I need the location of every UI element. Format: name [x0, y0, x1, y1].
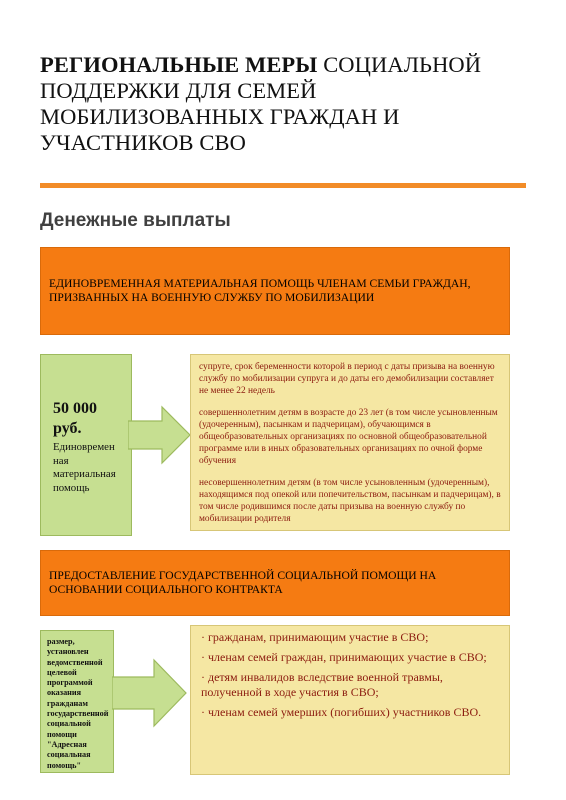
list-item: · членам семей граждан, принимающих участие в СВО; — [201, 650, 487, 664]
page-title — [40, 52, 520, 156]
social-contract-amount-box — [40, 630, 114, 773]
lump-sum-recipients-box — [190, 354, 510, 531]
list-item: · членам семей умерших (погибших) участников СВО. — [201, 705, 482, 719]
list-item: · детям инвалидов вследствие военной травмы, полученной в ходе участия в СВО; — [201, 670, 443, 699]
lump-sum-amount-value: 50 000 — [53, 400, 97, 417]
lump-sum-banner-text: ЕДИНОВРЕМЕННАЯ МАТЕРИАЛЬНАЯ ПОМОЩЬ ЧЛЕНАМ СЕМЬИ ГРАЖДАН, ПРИЗВАННЫХ НА ВОЕННУЮ СЛУЖБУ ПО МОБИЛИЗАЦИИ — [49, 276, 471, 304]
social-contract-recipients-box — [190, 625, 510, 775]
lump-sum-amount-box — [40, 354, 132, 536]
list-item: · гражданам, принимающим участие в СВО; — [201, 630, 429, 644]
accent-divider — [40, 183, 526, 188]
page-title-bold: РЕГИОНАЛЬНЫЕ МЕРЫ — [40, 52, 318, 77]
social-contract-amount-caption: размер, установлен ведомственной целевой программой оказания гражданам государственной социальной помощи "Адресная социальная помощь" — [47, 637, 109, 770]
page-title-rest: СОЦИАЛЬНОЙ ПОДДЕРЖКИ ДЛЯ СЕМЕЙ МОБИЛИЗОВАННЫХ ГРАЖДАН И УЧАСТНИКОВ СВО — [40, 52, 482, 155]
list-item: супруге, срок беременности которой в период с даты призыва на военную службу по мобилизации супруга и до даты его демобилизации составляет не менее 22 недель — [199, 362, 495, 397]
list-item: совершеннолетним детям в возрасте до 23 лет (в том числе усыновленным (удочеренным), пасынкам и падчерицам), обучающимся в общеобразовательных организациях по основной общеобразовательной программе или в иных образовательных организациях по очной форме обучения — [199, 407, 498, 467]
lump-sum-amount-caption: Единовремен ная материальная помощь — [53, 441, 116, 494]
social-contract-banner — [40, 550, 510, 616]
arrow-right-icon — [112, 658, 188, 728]
social-contract-banner-text: ПРЕДОСТАВЛЕНИЕ ГОСУДАРСТВЕННОЙ СОЦИАЛЬНОЙ ПОМОЩИ НА ОСНОВАНИИ СОЦИАЛЬНОГО КОНТРАКТА — [49, 568, 437, 596]
arrow-right-icon — [128, 405, 192, 465]
list-item: несовершеннолетним детям (в том числе усыновленным (удочеренным), находящимся под опекой или попечительством, пасынкам и падчерицам), в том числе родившимся после даты призыва на военную службу по мобилизации родителя — [199, 477, 501, 525]
lump-sum-amount-currency: руб. — [53, 420, 82, 437]
lump-sum-banner — [40, 247, 510, 335]
lump-sum-amount — [53, 399, 97, 439]
section-heading: Денежные выплаты — [40, 210, 231, 231]
